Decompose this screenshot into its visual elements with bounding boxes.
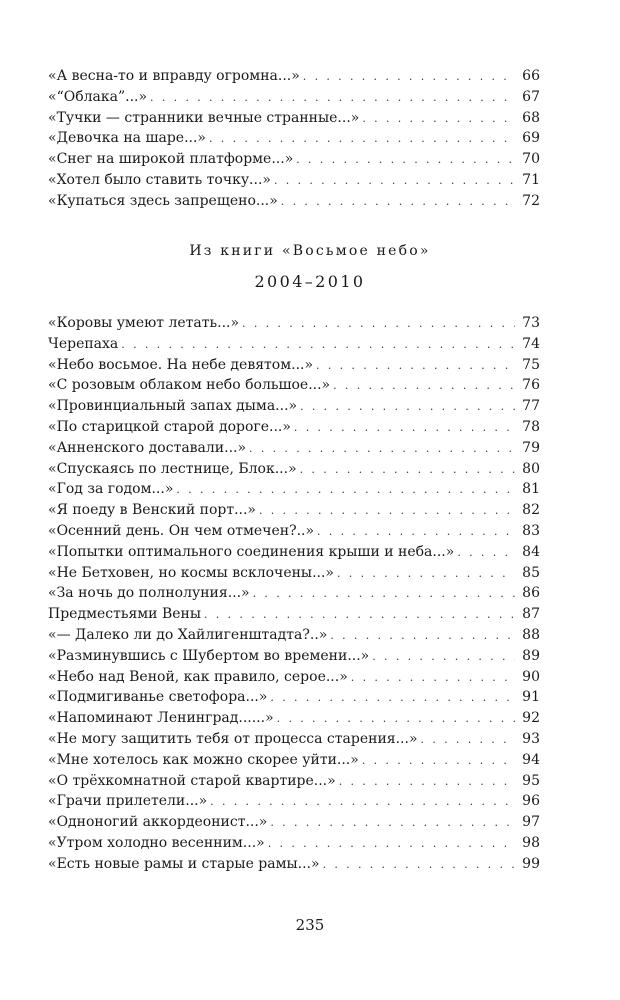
toc-entry-title: Черепаха — [48, 335, 119, 352]
dot-leader — [362, 109, 515, 130]
toc-entry — [48, 87, 540, 108]
dot-leader — [270, 813, 515, 834]
dot-leader — [372, 647, 515, 668]
dot-leader — [300, 397, 515, 418]
dot-leader — [253, 584, 515, 605]
toc-entry — [48, 646, 540, 667]
toc-entry-title: «Небо над Веной, как правило, серое...» — [48, 668, 348, 685]
toc-entry-page-number: 75 — [522, 356, 540, 373]
toc-list-part-2 — [48, 313, 540, 875]
toc-entry-page-number: 91 — [522, 689, 540, 706]
toc-entry-title: «Тучки — странники вечные странные...» — [48, 109, 360, 126]
toc-entry-title: «За ночь до полнолуния...» — [48, 585, 250, 602]
toc-entry-page-number: 90 — [522, 668, 540, 685]
toc-entry-page-number: 87 — [522, 606, 540, 623]
toc-entry-title: «Утром холодно весенним...» — [48, 834, 265, 851]
toc-entry-page-number: 86 — [522, 585, 540, 602]
toc-entry — [48, 812, 540, 833]
toc-entry-title: «“Облака”...» — [48, 88, 148, 105]
toc-entry — [48, 771, 540, 792]
dot-leader — [210, 792, 515, 813]
toc-entry — [48, 355, 540, 376]
toc-entry-page-number: 72 — [522, 192, 540, 209]
toc-entry-page-number: 88 — [522, 626, 540, 643]
toc-entry-page-number: 82 — [522, 502, 540, 519]
toc-entry-title: «Спускаясь по лестнице, Блок...» — [48, 460, 297, 477]
toc-entry — [48, 563, 540, 584]
dot-leader — [323, 855, 515, 876]
toc-entry-title: «С розовым облаком небо большое...» — [48, 377, 331, 394]
toc-entry-page-number: 69 — [522, 130, 540, 147]
dot-leader — [277, 709, 515, 730]
dot-leader — [281, 192, 515, 213]
toc-entry-title: «Разминувшись с Шубертом во времени...» — [48, 647, 370, 664]
toc-entry-page-number: 67 — [522, 88, 540, 105]
toc-entry-page-number: 78 — [522, 418, 540, 435]
toc-entry-page-number: 73 — [522, 315, 540, 331]
toc-entry — [48, 170, 540, 191]
toc-list-part-1 — [48, 66, 540, 212]
toc-entry-title: «Купаться здесь запрещено...» — [48, 192, 278, 209]
toc-entry-page-number: 93 — [522, 730, 540, 747]
toc-entry-page-number: 68 — [522, 109, 540, 126]
dot-leader — [150, 88, 515, 109]
toc-entry-page-number: 89 — [522, 647, 540, 664]
toc-entry — [48, 687, 540, 708]
toc-entry-page-number: 74 — [522, 335, 540, 352]
toc-entry-title: «Подмигиванье светофора...» — [48, 689, 268, 706]
toc-entry-title: «Небо восьмое. На небе девятом...» — [48, 356, 314, 373]
toc-entry-page-number: 71 — [522, 171, 540, 188]
toc-entry — [48, 149, 540, 170]
toc-entry — [48, 542, 540, 563]
toc-entry-page-number: 80 — [522, 460, 540, 477]
dot-leader — [209, 129, 515, 150]
toc-entry — [48, 708, 540, 729]
toc-entry-title: «Коровы умеют летать...» — [48, 315, 240, 331]
toc-entry-title: Предместьями Вены — [48, 606, 202, 623]
toc-entry — [48, 128, 540, 149]
dot-leader — [274, 171, 515, 192]
page-number: 235 — [295, 916, 325, 934]
toc-entry-title: «Есть новые рамы и старые рамы...» — [48, 855, 320, 872]
toc-entry-title: «Грачи прилетели...» — [48, 793, 208, 810]
toc-entry-title: «Напоминают Ленинград......» — [48, 710, 274, 727]
toc-entry — [48, 667, 540, 688]
dot-leader — [303, 67, 515, 88]
dot-leader — [317, 522, 515, 543]
toc-entry-page-number: 97 — [522, 814, 540, 831]
dot-leader — [300, 460, 515, 481]
toc-entry-page-number: 94 — [522, 751, 540, 768]
toc-entry-title: «Осенний день. Он чем отмечен?..» — [48, 522, 315, 539]
dot-leader — [421, 730, 515, 751]
toc-entry-page-number: 81 — [522, 481, 540, 498]
toc-entry — [48, 833, 540, 854]
toc-entry-page-number: 79 — [522, 439, 540, 456]
dot-leader — [296, 150, 515, 171]
toc-entry-page-number: 83 — [522, 522, 540, 539]
toc-entry-page-number: 85 — [522, 564, 540, 581]
toc-entry-page-number: 76 — [522, 377, 540, 394]
toc-entry — [48, 521, 540, 542]
toc-entry-title: «Одноногий аккордеонист...» — [48, 814, 268, 831]
section-years: 2004–2010 — [254, 272, 366, 291]
toc-entry-title: «Год за годом...» — [48, 481, 174, 498]
toc-entry — [48, 375, 540, 396]
toc-entry — [48, 396, 540, 417]
toc-entry-title: «А весна-то и вправду огромна...» — [48, 68, 300, 84]
toc-entry — [48, 791, 540, 812]
toc-entry — [48, 604, 540, 625]
toc-entry-title: «Снег на широкой платформе...» — [48, 151, 294, 168]
dot-leader — [339, 772, 515, 793]
toc-entry-title: «Попытки оптимального соединения крыши и неба...» — [48, 543, 455, 560]
toc-entry-title: «Анненского доставали...» — [48, 439, 247, 456]
dot-leader — [316, 356, 515, 377]
toc-entry — [48, 625, 540, 646]
dot-leader — [242, 314, 515, 335]
toc-entry-title: «— Далеко ли до Хайлигенштадта?..» — [48, 626, 328, 643]
toc-entry-page-number: 98 — [522, 834, 540, 851]
toc-entry — [48, 108, 540, 129]
dot-leader — [259, 501, 515, 522]
section-title: Из книги «Восьмое небо» — [189, 243, 431, 259]
toc-entry — [48, 750, 540, 771]
toc-entry — [48, 313, 540, 334]
toc-entry-page-number: 66 — [522, 68, 540, 84]
toc-entry-title: «Не Бетховен, но космы всклочены...» — [48, 564, 334, 581]
toc-entry — [48, 583, 540, 604]
toc-entry — [48, 729, 540, 750]
toc-entry — [48, 479, 540, 500]
toc-entry-page-number: 70 — [522, 151, 540, 168]
toc-entry-title: «Я поеду в Венский порт...» — [48, 502, 256, 519]
toc-entry-title: «Не могу защитить тебя от процесса старения...» — [48, 730, 418, 747]
dot-leader — [294, 418, 515, 439]
toc-entry-title: «Провинциальный запах дыма...» — [48, 398, 298, 415]
toc-entry — [48, 438, 540, 459]
dot-leader — [351, 668, 515, 689]
dot-leader — [362, 751, 515, 772]
toc-entry — [48, 500, 540, 521]
dot-leader — [270, 688, 515, 709]
dot-leader — [249, 439, 515, 460]
toc-entry — [48, 66, 540, 87]
dot-leader — [121, 335, 515, 356]
dot-leader — [176, 480, 515, 501]
dot-leader — [268, 834, 515, 855]
toc-entry — [48, 334, 540, 355]
toc-entry-page-number: 95 — [522, 772, 540, 789]
dot-leader — [337, 564, 515, 585]
toc-entry-page-number: 77 — [522, 398, 540, 415]
toc-entry — [48, 854, 540, 875]
dot-leader — [330, 626, 515, 647]
toc-entry-title: «Хотел было ставить точку...» — [48, 171, 271, 188]
dot-leader — [333, 376, 515, 397]
toc-entry-title: «О трёхкомнатной старой квартире...» — [48, 772, 336, 789]
toc-entry-title: «Мне хотелось как можно скорее уйти...» — [48, 751, 359, 768]
toc-entry — [48, 191, 540, 212]
dot-leader — [457, 543, 515, 564]
toc-entry — [48, 459, 540, 480]
dot-leader — [204, 605, 515, 626]
toc-entry-page-number: 96 — [522, 793, 540, 810]
toc-entry-title: «По старицкой старой дороге...» — [48, 418, 291, 435]
toc-entry-title: «Девочка на шаре...» — [48, 130, 206, 147]
toc-entry-page-number: 84 — [522, 543, 540, 560]
toc-entry-page-number: 99 — [522, 855, 540, 872]
toc-entry — [48, 417, 540, 438]
toc-entry-page-number: 92 — [522, 710, 540, 727]
